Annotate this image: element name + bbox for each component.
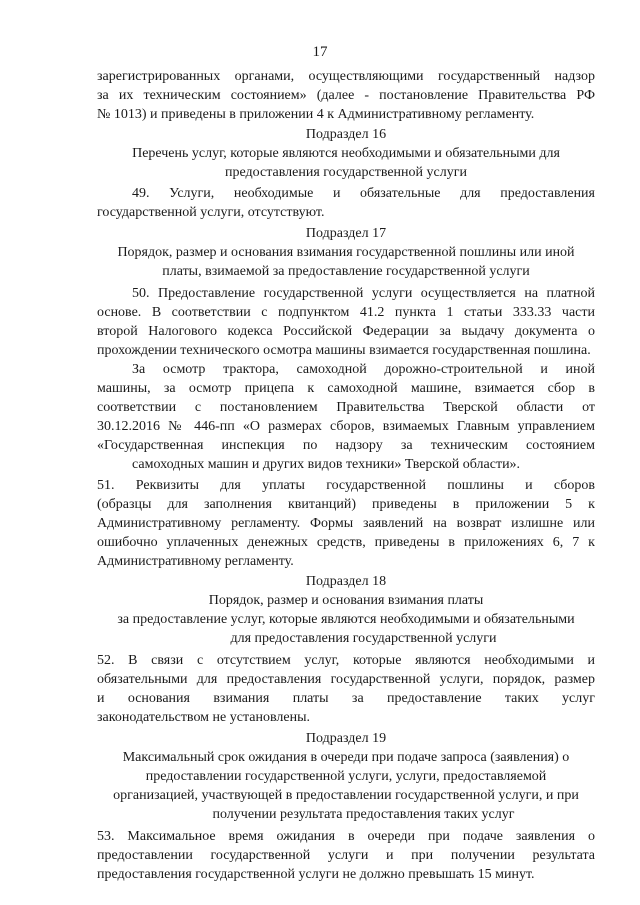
text-line: ошибочно уплаченных денежных средств, приведены в приложениях 6, 7 к: [97, 535, 595, 550]
section-title-line: Подраздел 18: [305, 574, 387, 589]
text-line: 51. Реквизиты для уплаты государственной пошлины и сборов: [97, 478, 595, 493]
section-title-line: организацией, участвующей в предоставлении государственной услуги, и при: [113, 788, 579, 803]
text-line: (образцы для заполнения квитанций) приведены в приложении 5 к: [97, 497, 595, 512]
text-line: самоходных машин и других видов техники» Тверской области».: [132, 457, 521, 472]
text-line: прохождении технического осмотра машины взимается государственная пошлина.: [97, 343, 591, 358]
text-line: второй Налогового кодекса Российской Федерации за выдачу документа о: [97, 324, 595, 339]
section-title-line: Порядок, размер и основания взимания платы: [208, 593, 484, 608]
section-title-line: для предоставления государственной услуги: [230, 631, 497, 646]
text-line: № 1013) и приведены в приложении 4 к Административному регламенту.: [97, 107, 535, 122]
text-line: 49. Услуги, необходимые и обязательные для предоставления: [132, 186, 595, 201]
text-line: 53. Максимальное время ожидания в очереди при подаче заявления о: [97, 829, 595, 844]
section-heading-line: Административному регламенту.: [97, 554, 294, 569]
section-title-line: предоставления государственной услуги: [225, 165, 467, 180]
text-line: обязательными для предоставления государственной услуги, порядок, размер: [97, 672, 595, 687]
text-line: предоставления государственной услуги не должно превышать 15 минут.: [97, 867, 535, 882]
text-line: зарегистрированных органами, осуществляющими государственный надзор: [97, 69, 595, 84]
text-line: 30.12.2016 № 446-пп «О размерах сборов, взимаемых Главным управлением: [97, 419, 595, 434]
text-line: соответствии с постановлением Правительства Тверской области от: [97, 400, 595, 415]
section-title-line: получении результата предоставления таких услуг: [212, 807, 515, 822]
section-title-line: Порядок, размер и основания взимания государственной пошлины или иной: [117, 245, 575, 260]
section-title-line: за предоставление услуг, которые являются необходимыми и обязательными: [117, 612, 575, 627]
section-title-line: Перечень услуг, которые являются необходимыми и обязательными для: [132, 146, 560, 161]
text-line: 50. Предоставление государственной услуги осуществляется на платной: [132, 286, 595, 301]
section-heading-line: Подраздел 17: [305, 226, 387, 241]
section-title-line: платы, взимаемой за предоставление государственной услуги: [162, 264, 530, 279]
text-line: за их техническим состоянием» (далее - постановление Правительства РФ: [97, 88, 595, 103]
text-line: Административному регламенту. Формы заявлений на возврат излишне или: [97, 516, 595, 531]
section-title-line: предоставлении государственной услуги, услуги, предоставляемой: [145, 769, 547, 784]
page-number: 17: [312, 44, 328, 60]
text-line: основе. В соответствии с подпунктом 41.2 пункта 1 статьи 333.33 части: [97, 305, 595, 320]
text-line: За осмотр трактора, самоходной дорожно-строительной и иной: [132, 362, 595, 377]
text-line: машины, за осмотр прицепа к самоходной машине, взимается сбор в: [97, 381, 595, 396]
text-line: предоставлении государственной услуги и при получении результата: [97, 848, 595, 863]
section-title-line: Максимальный срок ожидания в очереди при подаче запроса (заявления) о: [122, 750, 570, 765]
text-line: 52. В связи с отсутствием услуг, которые являются необходимыми и: [97, 653, 595, 668]
section-heading-line: законодательством не установлены.: [97, 710, 310, 725]
text-line: «Государственная инспекция по надзору за техническим состоянием: [97, 438, 595, 453]
text-line: государственной услуги, отсутствуют.: [97, 205, 325, 220]
section-title-line: Подраздел 19: [305, 731, 387, 746]
text-line: и основания взимания платы за предоставление таких услуг: [97, 691, 595, 706]
section-heading-line: Подраздел 16: [305, 127, 387, 142]
